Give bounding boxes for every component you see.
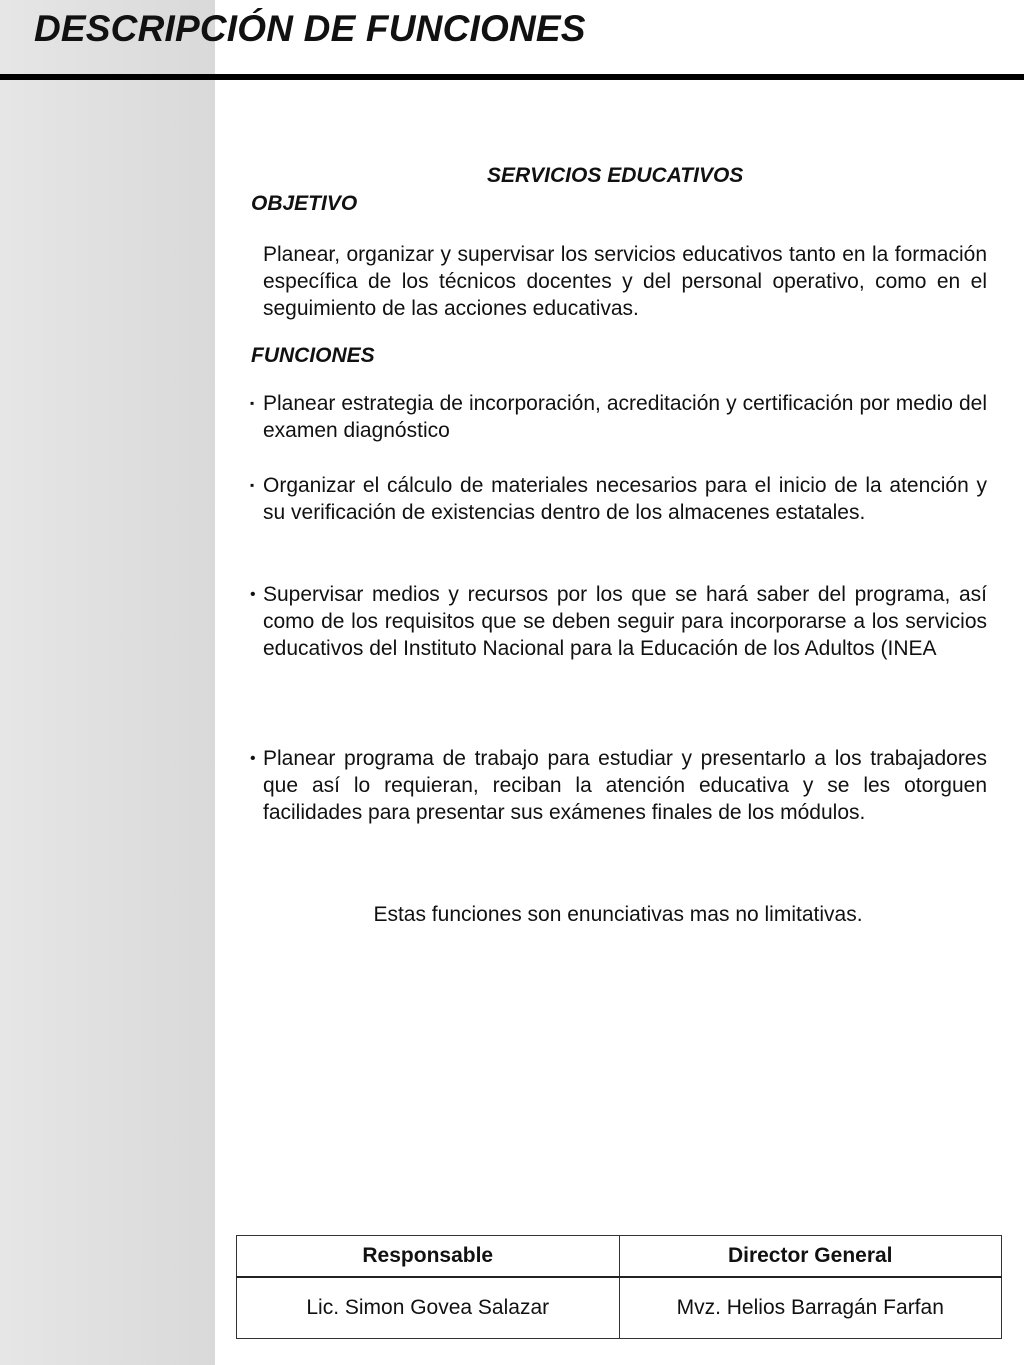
round-bullet-icon: • xyxy=(250,586,256,603)
director-label: Director General xyxy=(619,1236,1002,1278)
function-item-2: Organizar el cálculo de materiales necesarios para el inicio de la atención y su verificación de existencias dentro de los almacenes estatales. xyxy=(263,474,987,524)
page-title: DESCRIPCIÓN DE FUNCIONES xyxy=(34,8,586,49)
signature-header-row xyxy=(237,1236,1002,1278)
objetivo-label: OBJETIVO xyxy=(251,192,358,215)
square-bullet-icon: ▪ xyxy=(250,478,255,492)
title-divider xyxy=(0,74,1024,80)
round-bullet-icon: • xyxy=(250,750,256,767)
signature-names-row xyxy=(237,1277,1002,1339)
section-title: SERVICIOS EDUCATIVOS xyxy=(487,164,744,187)
objetivo-text: Planear, organizar y supervisar los servicios educativos tanto en la formación específica de los técnicos docentes y del personal operativo, como en el seguimiento de las acciones educativas. xyxy=(263,243,987,320)
director-name: Mvz. Helios Barragán Farfan xyxy=(619,1277,1002,1339)
function-item-4: Planear programa de trabajo para estudiar y presentarlo a los trabajadores que así lo requieran, reciban la atención educativa y se les otorguen facilidades para presentar sus exámenes finales de los módulos. xyxy=(263,747,987,824)
funciones-label: FUNCIONES xyxy=(251,344,375,367)
signature-table xyxy=(236,1235,1002,1339)
function-item-1: Planear estrategia de incorporación, acreditación y certificación por medio del examen diagnóstico xyxy=(263,392,987,442)
left-sidebar-band xyxy=(0,0,215,1365)
responsable-name: Lic. Simon Govea Salazar xyxy=(237,1277,620,1339)
square-bullet-icon: ▪ xyxy=(250,396,255,410)
function-item-3: Supervisar medios y recursos por los que se hará saber del programa, así como de los requisitos que se deben seguir para incorporarse a los servicios educativos del Instituto Nacional para la Educación de los Adultos (INEA xyxy=(263,583,987,660)
disclaimer-note: Estas funciones son enunciativas mas no limitativas. xyxy=(373,903,863,926)
responsable-label: Responsable xyxy=(237,1236,620,1278)
